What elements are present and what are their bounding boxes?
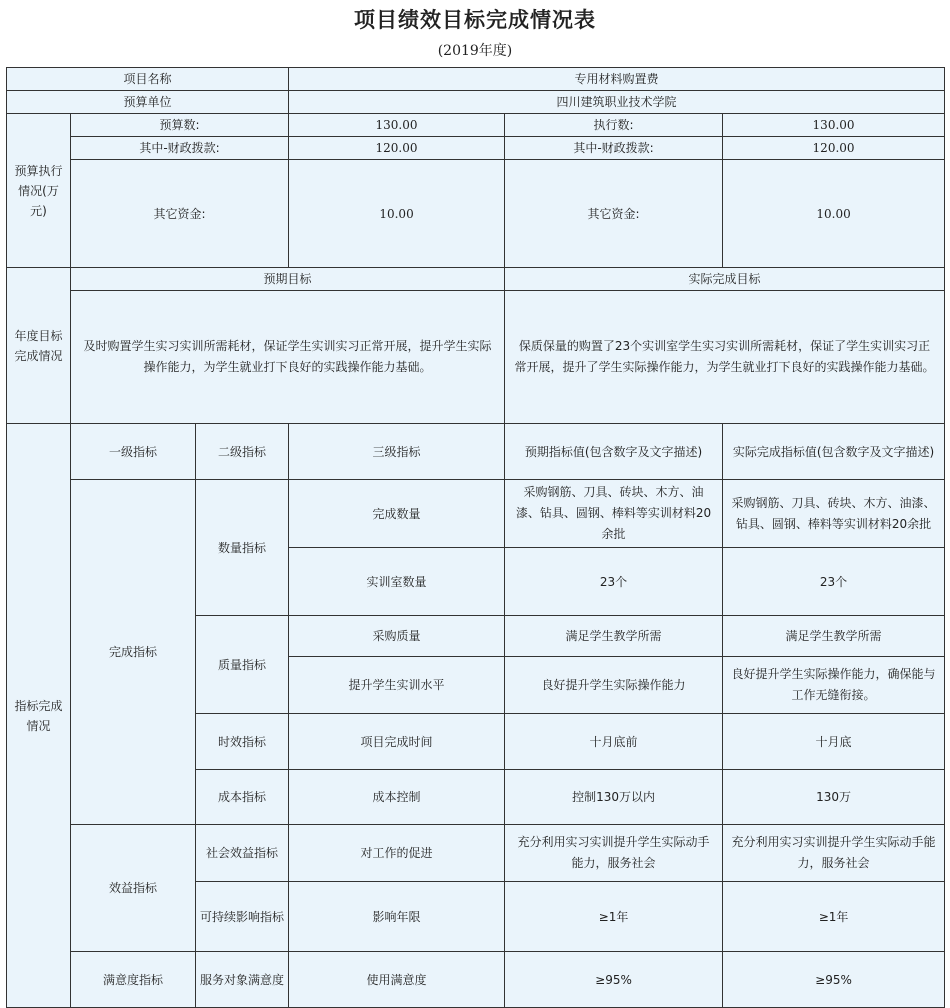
table-row bbox=[7, 825, 945, 882]
benefit-indicator-label: 效益指标 bbox=[71, 825, 196, 952]
other-funds-exec-label: 其它资金: bbox=[505, 160, 723, 268]
time-expected: 十月底前 bbox=[505, 714, 723, 770]
page-subtitle: (2019年度) bbox=[437, 43, 513, 59]
table-row bbox=[7, 268, 945, 291]
col-expected-header: 预期指标值(包含数字及文字描述) bbox=[505, 424, 723, 480]
time-name: 项目完成时间 bbox=[289, 714, 505, 770]
service-expected: ≥95% bbox=[505, 952, 723, 1008]
qty-done-expected: 采购钢筋、刀具、砖块、木方、油漆、钻具、圆钢、棒料等实训材料20余批 bbox=[505, 480, 723, 548]
table-row bbox=[7, 68, 945, 91]
project-name-value: 专用材料购置费 bbox=[289, 68, 945, 91]
qty-done-name: 完成数量 bbox=[289, 480, 505, 548]
social-expected: 充分利用实习实训提升学生实际动手能力，服务社会 bbox=[505, 825, 723, 882]
exec-amount-value: 130.00 bbox=[723, 114, 945, 137]
exec-amount-label: 执行数: bbox=[505, 114, 723, 137]
other-funds-label: 其它资金: bbox=[71, 160, 289, 268]
sustain-indicator-label: 可持续影响指标 bbox=[196, 882, 289, 952]
completion-indicator-label: 完成指标 bbox=[71, 480, 196, 825]
service-indicator-label: 服务对象满意度 bbox=[196, 952, 289, 1008]
page-title: 项目绩效目标完成情况表 bbox=[354, 7, 596, 32]
budget-section-label: 预算执行情况(万元) bbox=[7, 114, 71, 268]
performance-table bbox=[6, 67, 945, 1008]
quantity-indicator-label: 数量指标 bbox=[196, 480, 289, 616]
cost-expected: 控制130万以内 bbox=[505, 770, 723, 825]
service-actual: ≥95% bbox=[723, 952, 945, 1008]
quality-level-name: 提升学生实训水平 bbox=[289, 657, 505, 714]
quality-purchase-expected: 满足学生教学所需 bbox=[505, 616, 723, 657]
time-actual: 十月底 bbox=[723, 714, 945, 770]
cost-indicator-label: 成本指标 bbox=[196, 770, 289, 825]
qty-rooms-actual: 23个 bbox=[723, 548, 945, 616]
quality-indicator-label: 质量指标 bbox=[196, 616, 289, 714]
col-actual-header: 实际完成指标值(包含数字及文字描述) bbox=[723, 424, 945, 480]
table-row bbox=[7, 91, 945, 114]
quality-level-expected: 良好提升学生实际操作能力 bbox=[505, 657, 723, 714]
table-row bbox=[7, 160, 945, 268]
qty-rooms-expected: 23个 bbox=[505, 548, 723, 616]
social-actual: 充分利用实习实训提升学生实际动手能力，服务社会 bbox=[723, 825, 945, 882]
fiscal-exec-value: 120.00 bbox=[723, 137, 945, 160]
quality-purchase-name: 采购质量 bbox=[289, 616, 505, 657]
indicators-section-label: 指标完成情况 bbox=[7, 424, 71, 1008]
qty-rooms-name: 实训室数量 bbox=[289, 548, 505, 616]
service-name: 使用满意度 bbox=[289, 952, 505, 1008]
social-indicator-label: 社会效益指标 bbox=[196, 825, 289, 882]
col-level2-header: 二级指标 bbox=[196, 424, 289, 480]
sustain-name: 影响年限 bbox=[289, 882, 505, 952]
qty-done-actual: 采购钢筋、刀具、砖块、木方、油漆、钻具、圆钢、棒料等实训材料20余批 bbox=[723, 480, 945, 548]
col-level3-header: 三级指标 bbox=[289, 424, 505, 480]
quality-purchase-actual: 满足学生教学所需 bbox=[723, 616, 945, 657]
satisfaction-indicator-label: 满意度指标 bbox=[71, 952, 196, 1008]
cost-name: 成本控制 bbox=[289, 770, 505, 825]
other-funds-exec: 10.00 bbox=[723, 160, 945, 268]
table-row bbox=[7, 424, 945, 480]
fiscal-exec-label: 其中-财政拨款: bbox=[505, 137, 723, 160]
table-row bbox=[7, 137, 945, 160]
budget-amount-value: 130.00 bbox=[289, 114, 505, 137]
quality-level-actual: 良好提升学生实际操作能力，确保能与工作无缝衔接。 bbox=[723, 657, 945, 714]
table-row bbox=[7, 114, 945, 137]
fiscal-label: 其中-财政拨款: bbox=[71, 137, 289, 160]
actual-goal-text: 保质保量的购置了23个实训室学生实习实训所需耗材，保证了学生实训实习正常开展，提升了学生实际操作能力，为学生就业打下良好的实践操作能力基础。 bbox=[505, 291, 945, 424]
project-name-label: 项目名称 bbox=[7, 68, 289, 91]
cost-actual: 130万 bbox=[723, 770, 945, 825]
expected-goal-header: 预期目标 bbox=[71, 268, 505, 291]
expected-goal-text: 及时购置学生实习实训所需耗材，保证学生实训实习正常开展，提升学生实际操作能力，为学生就业打下良好的实践操作能力基础。 bbox=[71, 291, 505, 424]
timeliness-indicator-label: 时效指标 bbox=[196, 714, 289, 770]
budget-amount-label: 预算数: bbox=[71, 114, 289, 137]
social-name: 对工作的促进 bbox=[289, 825, 505, 882]
sustain-expected: ≥1年 bbox=[505, 882, 723, 952]
table-row bbox=[7, 480, 945, 548]
fiscal-budget-value: 120.00 bbox=[289, 137, 505, 160]
budget-unit-value: 四川建筑职业技术学院 bbox=[289, 91, 945, 114]
table-row bbox=[7, 291, 945, 424]
col-level1-header: 一级指标 bbox=[71, 424, 196, 480]
actual-goal-header: 实际完成目标 bbox=[505, 268, 945, 291]
budget-unit-label: 预算单位 bbox=[7, 91, 289, 114]
table-row bbox=[7, 952, 945, 1008]
goals-section-label: 年度目标完成情况 bbox=[7, 268, 71, 424]
sustain-actual: ≥1年 bbox=[723, 882, 945, 952]
other-funds-budget: 10.00 bbox=[289, 160, 505, 268]
